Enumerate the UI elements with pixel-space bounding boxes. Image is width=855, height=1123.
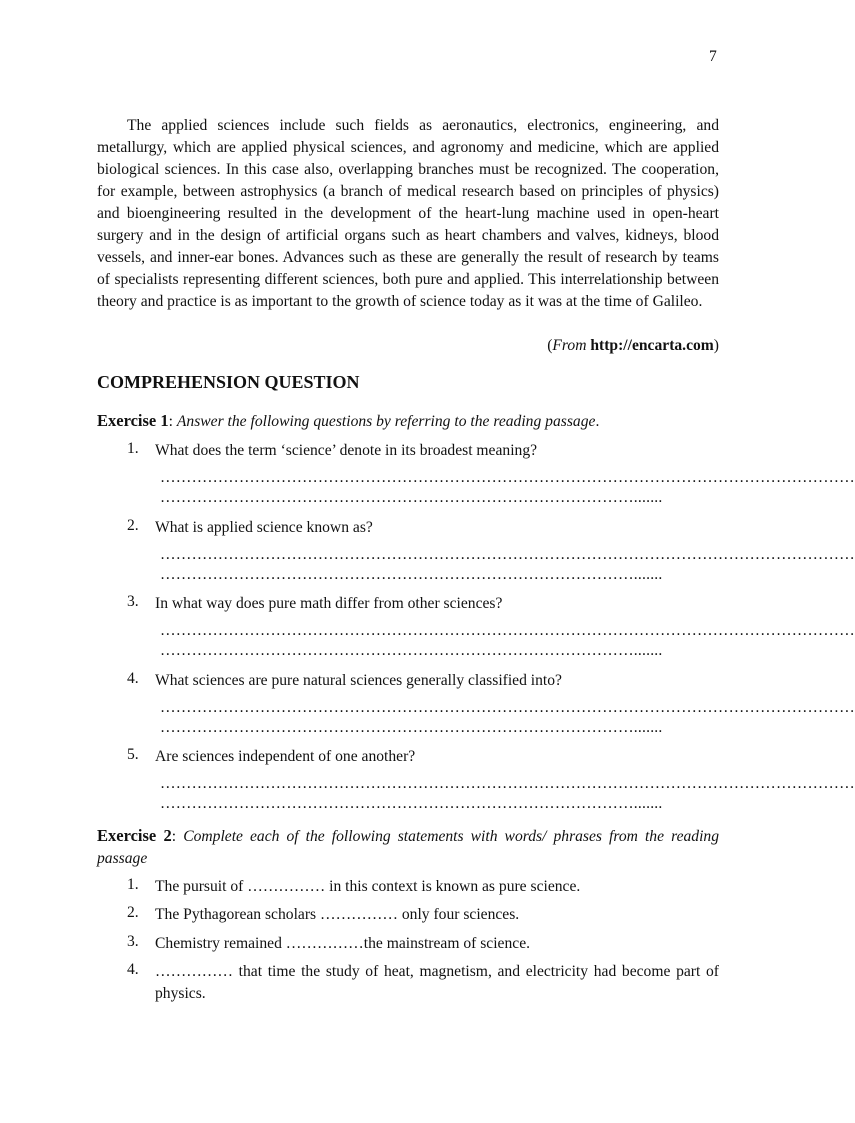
- source-citation: [547, 337, 719, 355]
- exercise-instruction: Complete each of the following statements with words/ phrases from the reading passage: [97, 828, 720, 867]
- source-url: http://encarta.com: [590, 337, 714, 354]
- exercise-label: Exercise 2: [97, 826, 172, 845]
- exercise-label: Exercise 1: [97, 411, 169, 430]
- answer-line[interactable]: ……………………………………………………………………………….......: [160, 489, 663, 506]
- paren: (: [547, 337, 553, 354]
- question-text: What sciences are pure natural sciences generally classified into?: [155, 671, 562, 689]
- answer-line[interactable]: ……………………………………………………………………………………………………………………: [160, 469, 855, 486]
- statement-text: Chemistry remained ……………the mainstream of science.: [155, 935, 531, 952]
- statement-text: …………… that time the study of heat, magnetism, and electricity had become part of physics.: [155, 963, 719, 1002]
- source-from: From: [552, 337, 587, 354]
- paren: ): [713, 337, 719, 354]
- answer-line[interactable]: ……………………………………………………………………………………………………………………: [160, 545, 855, 563]
- statement-number: 3.: [127, 933, 139, 950]
- question-number: 3.: [127, 593, 139, 610]
- question-number: 2.: [127, 516, 139, 534]
- question-number: 4.: [127, 669, 139, 687]
- question-number: 5.: [127, 746, 139, 763]
- answer-line[interactable]: ……………………………………………………………………………….......: [160, 565, 663, 583]
- reading-passage: The applied sciences include such fields as aeronautics, electronics, engineering, and metallurgy, which are applied physical sciences, and agronomy and medicine, which are applied biological sciences. In this case also, overlapping branches must be recognized. The cooperation, for example, between astrophysics (a branch of medical research based on principles of physics) and bioengineering resulted in the development of the heart-lung machine used in open-heart surgery and in the design of artificial organs such as heart chambers and valves, kidneys, blood vessels, and inner-ear bones. Advances such as these are generally the result of research by teams of specialists representing different sciences, both pure and applied. This interrelationship between theory and practice is as important to the growth of science today as it was at the time of Galileo.: [97, 117, 719, 310]
- question-number: 1.: [127, 440, 139, 457]
- answer-line[interactable]: ……………………………………………………………………………….......: [160, 642, 663, 659]
- statement-number: 2.: [127, 904, 139, 921]
- exercise-instruction: Answer the following questions by referring to the reading passage: [176, 413, 596, 430]
- statement-text: The Pythagorean scholars …………… only four sciences.: [155, 906, 520, 923]
- statement-number: 4.: [127, 961, 139, 978]
- exercise-1-header: Exercise 1: Answer the following questions by referring to the reading passage.: [97, 411, 600, 430]
- exercise-2-header: Exercise 2: Complete each of the following statements with words/ phrases from the reading passage: [97, 826, 720, 867]
- answer-line[interactable]: ……………………………………………………………………………………………………………………: [160, 698, 855, 716]
- page-number: 7: [709, 48, 717, 65]
- question-text: What is applied science known as?: [155, 518, 373, 536]
- statement-number: 1.: [127, 876, 139, 893]
- answer-line[interactable]: ……………………………………………………………………………………………………………………: [160, 775, 855, 792]
- question-text: In what way does pure math differ from other sciences?: [155, 595, 503, 612]
- answer-line[interactable]: ……………………………………………………………………………………………………………………: [160, 622, 855, 639]
- question-text: What does the term ‘science’ denote in its broadest meaning?: [155, 442, 538, 459]
- answer-line[interactable]: ……………………………………………………………………………….......: [160, 718, 663, 736]
- statement-text: The pursuit of …………… in this context is known as pure science.: [155, 878, 581, 895]
- section-heading: COMPREHENSION QUESTION: [97, 372, 360, 392]
- answer-line[interactable]: ……………………………………………………………………………….......: [160, 795, 663, 812]
- question-text: Are sciences independent of one another?: [155, 748, 416, 765]
